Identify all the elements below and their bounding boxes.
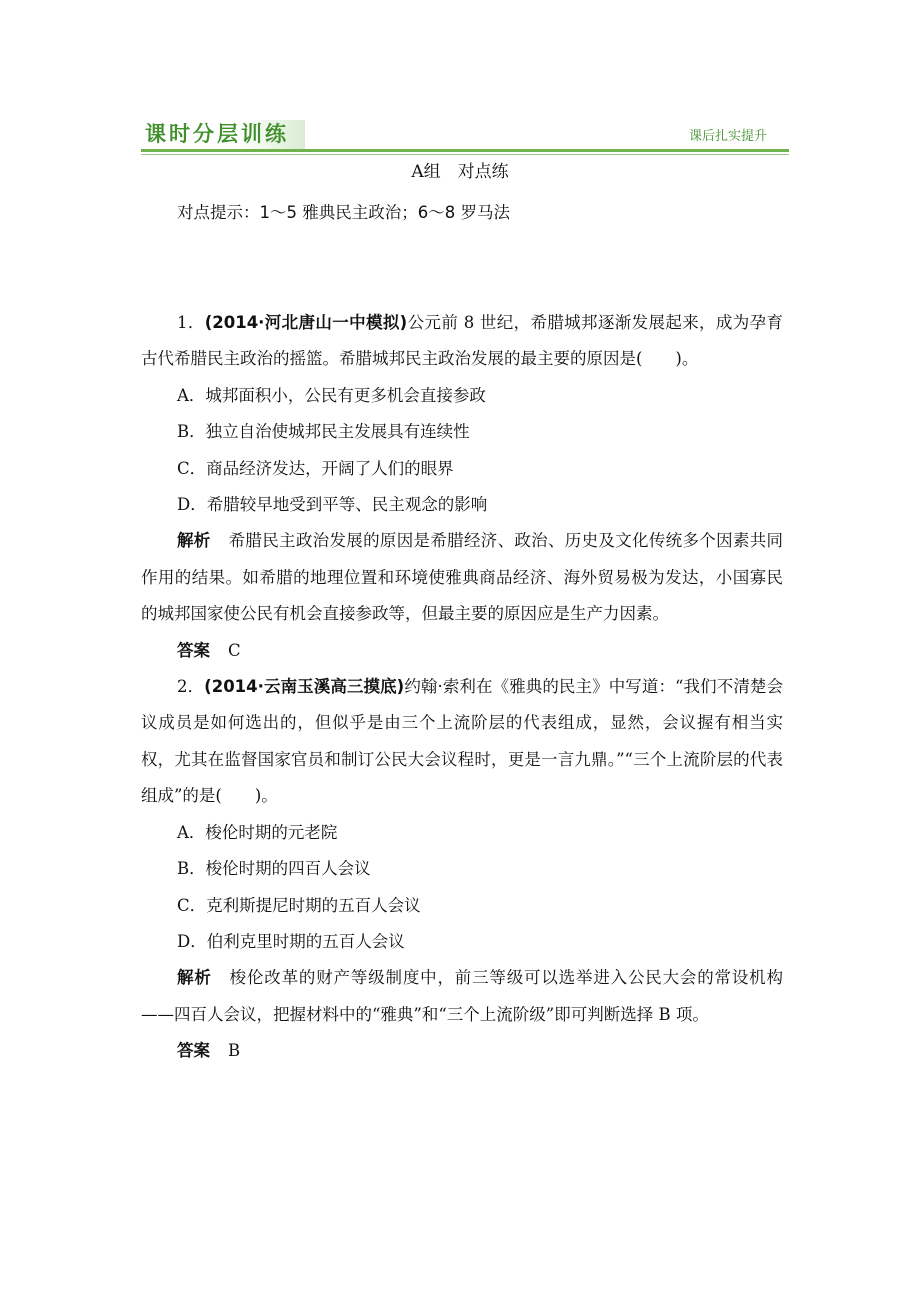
question-list [141, 305, 783, 1070]
option-d: D．希腊较早地受到平等、民主观念的影响 [177, 495, 488, 515]
option-c: C．商品经济发达，开阔了人们的眼界 [177, 458, 454, 478]
answer-value: C [228, 640, 241, 660]
question-source: (2014·河北唐山一中模拟) [204, 313, 408, 332]
option-b: B．独立自治使城邦民主发展具有连续性 [177, 422, 470, 442]
question-stem [141, 669, 783, 815]
header-divider-thin [141, 154, 789, 155]
analysis [141, 523, 783, 632]
option-a: A．城邦面积小，公民有更多机会直接参政 [177, 385, 486, 405]
analysis-text: 梭伦改革的财产等级制度中，前三等级可以选举进入公民大会的常设机构——四百人会议，把握材料中的“雅典”和“三个上流阶级”即可判断选择 B 项。 [141, 968, 784, 1024]
question-number: 1． [177, 313, 205, 332]
option-b: B．梭伦时期的四百人会议 [177, 859, 371, 879]
question-stem [141, 305, 783, 378]
answer-label: 答案 [177, 640, 210, 660]
header-divider [141, 149, 789, 152]
group-title: A组 对点练 [411, 162, 509, 182]
option-c: C．克利斯提尼时期的五百人会议 [177, 895, 421, 915]
option-a: A．梭伦时期的元老院 [177, 822, 338, 842]
answer [141, 633, 783, 669]
analysis-label: 解析 [177, 531, 211, 551]
analysis [141, 960, 783, 1033]
option-d: D．伯利克里时期的五百人会议 [177, 931, 405, 951]
analysis-text: 希腊民主政治发展的原因是希腊经济、政治、历史及文化传统多个因素共同作用的结果。如希腊的地理位置和环境使雅典商品经济、海外贸易极为发达，小国寡民的城邦国家使公民有机会直接参政等，但最主要的原因应是生产力因素。 [141, 531, 784, 624]
answer-label: 答案 [177, 1041, 210, 1061]
answer-value: B [228, 1041, 241, 1061]
section-header [141, 120, 789, 154]
analysis-label: 解析 [177, 968, 212, 988]
section-subtitle: 课后扎实提升 [688, 129, 767, 144]
section-title: 课时分层训练 [141, 120, 305, 150]
topic-hint: 对点提示：1～5 雅典民主政治；6～8 罗马法 [177, 203, 510, 222]
question-text: 公元前 8 世纪，希腊城邦逐渐发展起来，成为孕育古代希腊民主政治的摇篮。希腊城邦民主政治发展的最主要的原因是( )。 [141, 313, 783, 369]
answer [141, 1033, 783, 1069]
question-text: 约翰·索利在《雅典的民主》中写道：“我们不清楚会议成员是如何选出的，但似乎是由三个上流阶层的代表组成，显然，会议握有相当实权，尤其在监督国家官员和制订公民大会议程时，更是一言九鼎。”“三个上流阶层的代表组成”的是( )。 [141, 677, 783, 806]
question-source: (2014·云南玉溪高三摸底) [204, 677, 405, 697]
question-number: 2． [177, 677, 205, 697]
